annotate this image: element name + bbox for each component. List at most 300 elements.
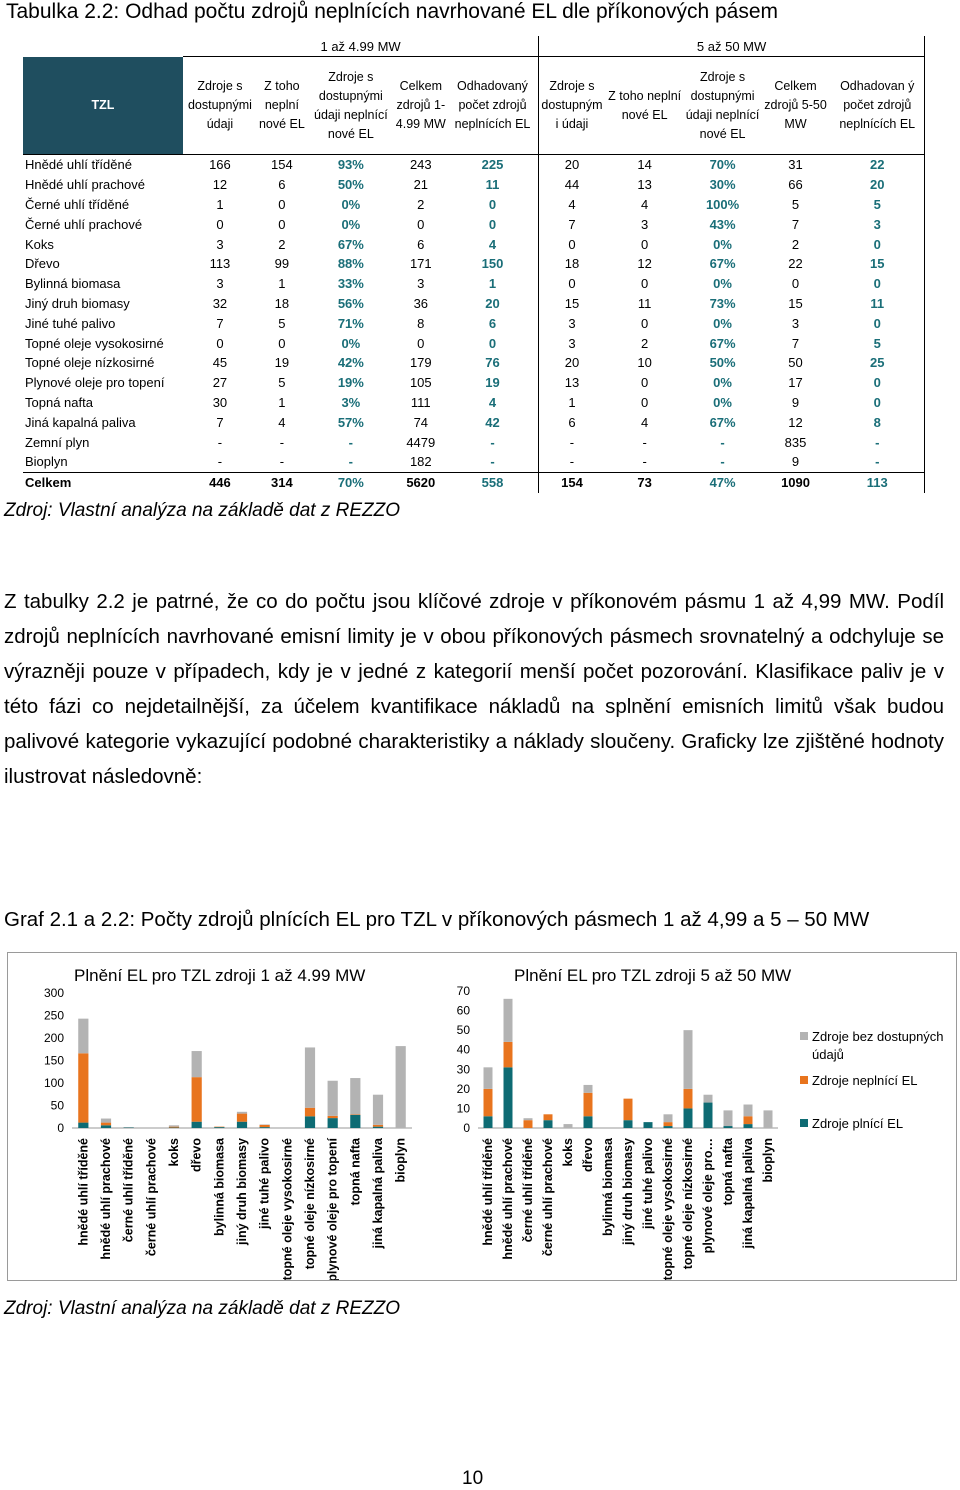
row-label: Černé uhlí prachové — [25, 216, 143, 232]
bar-segment — [644, 1122, 653, 1128]
row-label: Jiné tuhé palivo — [25, 315, 116, 331]
total-cell: 47% — [685, 472, 761, 492]
table-cell: 11 — [447, 175, 539, 195]
column-header: Odhadovaný počet zdrojů neplnících EL — [447, 57, 539, 155]
column-header: Z toho neplní nové EL — [608, 88, 682, 122]
category-label: hnědé uhlí tříděné — [481, 1138, 495, 1246]
bar-segment — [504, 999, 513, 1042]
table-cell: 42 — [447, 412, 539, 432]
bar-segment — [328, 1116, 338, 1118]
bar-segment — [704, 1103, 713, 1128]
table-cell: - — [447, 432, 539, 452]
table-cell: - — [642, 454, 647, 470]
category-label: hnědé uhlí tříděné — [76, 1138, 91, 1246]
table-cell: 10 — [637, 355, 652, 371]
bar-segment — [237, 1112, 247, 1114]
bar-segment — [624, 1099, 633, 1121]
table-cell: 2 — [641, 335, 649, 351]
bar-segment — [744, 1105, 753, 1117]
bar-segment — [684, 1030, 693, 1089]
table-cell: 44 — [564, 177, 580, 193]
table-row — [23, 214, 925, 234]
bar-segment — [664, 1114, 673, 1122]
table-cell: 179 — [409, 355, 432, 371]
table-cell: 0 — [830, 373, 924, 393]
table-cell: 7 — [568, 216, 576, 232]
category-label: topná nafta — [348, 1138, 363, 1206]
table-cell: 30% — [709, 177, 736, 193]
row-label: Černé uhlí tříděné — [25, 196, 130, 212]
table-cell: 1 — [216, 196, 224, 212]
table-cell: 0 — [791, 276, 800, 292]
bar-segment — [524, 1118, 533, 1120]
table-caption: Tabulka 2.2: Odhad počtu zdrojů neplnících navrhované EL dle příkonových pásem — [6, 0, 779, 23]
table-cell: 50% — [337, 177, 364, 193]
table-cell: - — [348, 454, 354, 470]
table-cell: 74 — [413, 414, 429, 430]
table-cell: 150 — [447, 254, 539, 274]
category-label: jiný druh biomasy — [235, 1138, 249, 1245]
chart-title: Plnění EL pro TZL zdroji 1 až 4.99 MW — [74, 966, 366, 985]
table-cell: - — [279, 434, 285, 450]
bar-segment — [744, 1124, 753, 1128]
bar-segment — [192, 1051, 202, 1077]
table-cell: 8 — [417, 315, 425, 331]
table-cell: 0 — [641, 315, 649, 331]
table-cell: 7 — [791, 335, 800, 351]
column-header: Odhadovan ý počet zdrojů neplnících EL — [830, 57, 924, 155]
table-cell: 66 — [788, 177, 803, 193]
table-cell: 8 — [830, 412, 924, 432]
table-cell: 13 — [637, 177, 652, 193]
category-label: jiná kapalná paliva — [371, 1138, 385, 1249]
chart-title: Plnění EL pro TZL zdroji 5 až 50 MW — [514, 966, 792, 985]
row-label: Plynové oleje pro topení — [25, 375, 165, 391]
table-cell: 154 — [257, 155, 307, 175]
table-cell: 12 — [637, 256, 652, 272]
table-row — [23, 373, 925, 393]
bar-segment — [484, 1116, 493, 1128]
table-cell: 31 — [761, 155, 831, 175]
table-cell: 3 — [830, 214, 924, 234]
table-cell: 43% — [709, 216, 736, 232]
table-cell: 3 — [568, 315, 576, 331]
table-cell: 0 — [641, 276, 649, 292]
table-cell: 7 — [216, 414, 224, 430]
table-cell: 3 — [216, 236, 224, 252]
y-tick-label: 30 — [456, 1062, 470, 1077]
table-cell: 21 — [413, 177, 429, 193]
bar-segment — [192, 1122, 202, 1128]
category-label: plynové oleje pro topení — [325, 1138, 340, 1280]
bar-segment — [624, 1120, 633, 1128]
table-row — [23, 432, 925, 452]
legend-label: Zdroje neplnící EL — [812, 1073, 918, 1088]
charts-container — [7, 952, 957, 1281]
table-cell: 67% — [709, 256, 736, 272]
category-label: plynové oleje pro… — [701, 1138, 715, 1254]
category-label: bioplyn — [393, 1138, 408, 1183]
bar-segment — [237, 1122, 247, 1128]
table-cell: 5 — [278, 315, 286, 331]
table-cell: 19 — [274, 355, 290, 371]
y-tick-label: 60 — [456, 1003, 470, 1018]
table-cell: 30 — [212, 394, 228, 410]
bar-segment — [305, 1047, 315, 1107]
table-cell: 1 — [278, 276, 286, 292]
bar-segment — [214, 1127, 224, 1128]
category-label: jiné tuhé palivo — [257, 1138, 272, 1229]
bar-segment — [544, 1120, 553, 1128]
category-label: bylinná biomasa — [212, 1138, 227, 1236]
y-tick-label: 70 — [456, 984, 470, 998]
bar-segment — [584, 1116, 593, 1128]
table-cell: 105 — [409, 375, 432, 391]
table-cell: - — [642, 434, 647, 450]
table-row — [23, 234, 925, 254]
bar-segment — [350, 1078, 360, 1114]
table-row — [23, 412, 925, 432]
category-label: jiná kapalná paliva — [741, 1138, 755, 1249]
category-label: hnědé uhlí prachové — [501, 1138, 515, 1260]
table-cell: 7 — [216, 315, 224, 331]
category-label: černé uhlí prachové — [144, 1138, 159, 1257]
table-cell: 20 — [564, 355, 580, 371]
bar-segment — [504, 1042, 513, 1067]
y-tick-label: 40 — [456, 1042, 470, 1057]
total-cell: 446 — [183, 472, 257, 492]
column-header: Z toho neplní nové EL — [258, 79, 305, 131]
source-note: Zdroj: Vlastní analýza na základě dat z REZZO — [4, 500, 401, 521]
category-label: koks — [561, 1138, 575, 1167]
table-cell: 50% — [709, 355, 736, 371]
table-cell: 93% — [307, 155, 395, 175]
table-cell: 0% — [713, 315, 732, 331]
table-cell: 4 — [641, 414, 649, 430]
row-label: Topná nafta — [25, 394, 93, 410]
legend-swatch — [800, 1076, 808, 1084]
bar-segment — [724, 1110, 733, 1126]
y-tick-label: 300 — [43, 986, 64, 1000]
table-cell: 0 — [447, 195, 539, 215]
table-cell: 0 — [830, 274, 924, 294]
table-cell: 32 — [212, 295, 228, 311]
table-row — [23, 155, 925, 175]
table-cell: 71% — [337, 315, 364, 331]
bar-segment — [373, 1095, 383, 1125]
table-cell: 12 — [788, 414, 803, 430]
bar-segment — [260, 1125, 270, 1127]
table-cell: 6 — [278, 177, 286, 193]
category-label: koks — [167, 1138, 181, 1167]
bar-segment — [101, 1123, 111, 1126]
table-cell: 166 — [183, 155, 257, 175]
table-cell: 11 — [830, 294, 924, 314]
total-cell: 154 — [539, 472, 605, 492]
column-header: Celkem zdrojů 1-4.99 MW — [395, 79, 446, 131]
bar-segment — [664, 1126, 673, 1128]
table-cell: 225 — [447, 155, 539, 175]
table-cell: 20 — [447, 294, 539, 314]
table-cell: 4479 — [406, 434, 436, 450]
table-cell: 76 — [447, 353, 539, 373]
table-row — [23, 175, 925, 195]
table-cell: 15 — [564, 295, 580, 311]
bar-segment — [78, 1019, 88, 1054]
table-cell: 6 — [417, 236, 425, 252]
table-cell: 0 — [830, 313, 924, 333]
row-label: Bylinná biomasa — [25, 276, 121, 292]
bar-segment — [305, 1108, 315, 1117]
table-cell: 4 — [568, 196, 576, 212]
bar-segment — [237, 1114, 247, 1122]
table-cell: - — [830, 452, 924, 472]
row-label: Dřevo — [25, 256, 60, 272]
table-cell: 0 — [278, 216, 286, 232]
category-label: topné oleje nízkosirné — [303, 1138, 317, 1270]
table-cell: 6 — [568, 414, 576, 430]
table-cell: 99 — [274, 256, 290, 272]
table-cell: 57% — [337, 414, 364, 430]
table-cell: 42% — [337, 355, 364, 371]
table-cell: - — [569, 434, 575, 450]
bar-segment — [484, 1067, 493, 1089]
bar-segment — [484, 1089, 493, 1116]
table-cell: 45 — [212, 355, 228, 371]
table-cell: 0 — [447, 214, 539, 234]
table-cell: 0 — [278, 196, 286, 212]
table-cell: 3 — [216, 276, 224, 292]
total-row — [23, 472, 925, 492]
bar-segment — [373, 1125, 383, 1127]
total-cell: 70% — [307, 472, 395, 492]
table-cell: 11 — [637, 295, 652, 311]
table-cell: 67% — [709, 414, 736, 430]
table-cell: 0 — [641, 236, 649, 252]
row-label: Zemní plyn — [25, 434, 90, 450]
total-label: Celkem — [23, 472, 183, 492]
row-label: Hnědé uhlí prachové — [25, 177, 145, 193]
tzl-header: TZL — [23, 57, 183, 155]
table-cell: 0 — [568, 236, 576, 252]
table-cell: 22 — [830, 155, 924, 175]
table-cell: 113 — [209, 256, 231, 272]
table-cell: 0 — [417, 216, 425, 232]
table-cell: 0 — [417, 335, 425, 351]
category-label: bioplyn — [761, 1138, 775, 1183]
table-cell: 835 — [784, 434, 807, 450]
table-cell: 3 — [641, 216, 649, 232]
bar-segment — [524, 1120, 533, 1128]
category-label: černé uhlí tříděné — [121, 1138, 136, 1243]
table-cell: - — [830, 432, 924, 452]
row-label: Jiný druh biomasy — [25, 295, 130, 311]
group-header-1: 1 až 4.99 MW — [183, 36, 539, 57]
table-row — [23, 294, 925, 314]
category-label: dřevo — [581, 1138, 595, 1173]
bar-segment — [724, 1126, 733, 1128]
table-cell: 56% — [337, 295, 364, 311]
column-header: Zdroje s dostupnými údaji neplnící nové EL — [685, 69, 760, 141]
total-cell: 113 — [830, 472, 924, 492]
data-table — [23, 36, 925, 493]
table-cell: 9 — [791, 454, 800, 470]
table-cell: 3 — [568, 335, 576, 351]
category-label: jiné tuhé palivo — [641, 1138, 655, 1229]
bar-segment — [544, 1114, 553, 1120]
bar-segment — [169, 1125, 179, 1126]
table-cell: 1 — [447, 274, 539, 294]
y-tick-label: 250 — [43, 1008, 64, 1023]
bar-segment — [373, 1127, 383, 1128]
bar-segment — [350, 1115, 360, 1128]
table-cell: 6 — [447, 313, 539, 333]
table-cell: 20 — [539, 155, 605, 175]
row-label: Hnědé uhlí tříděné — [23, 155, 183, 175]
bar-segment — [584, 1085, 593, 1093]
table-cell: 0 — [278, 335, 286, 351]
total-cell: 1090 — [761, 472, 831, 492]
table-cell: 15 — [830, 254, 924, 274]
table-cell: 73% — [709, 295, 736, 311]
table-cell: 1 — [278, 394, 286, 410]
table-cell: 5 — [791, 196, 800, 212]
table-row — [23, 274, 925, 294]
table-cell: - — [217, 454, 223, 470]
table-cell: 19 — [447, 373, 539, 393]
charts-svg — [8, 953, 956, 1280]
table-cell: 2 — [278, 236, 286, 252]
table-cell: 25 — [830, 353, 924, 373]
table-row — [23, 353, 925, 373]
table-cell: 20 — [830, 175, 924, 195]
bar-segment — [504, 1067, 513, 1128]
row-label: Koks — [25, 236, 54, 252]
table-cell: 5 — [278, 375, 286, 391]
table-cell: 33% — [337, 276, 364, 292]
bar-segment — [684, 1108, 693, 1128]
table-cell: - — [279, 454, 285, 470]
bar-segment — [78, 1053, 88, 1122]
table-cell: 36 — [413, 295, 429, 311]
table-cell: 0% — [713, 394, 732, 410]
table-cell: 67% — [709, 335, 736, 351]
table-cell: 88% — [337, 256, 364, 272]
table-cell: 4 — [641, 196, 649, 212]
table-cell: 15 — [788, 295, 803, 311]
table-cell: - — [447, 452, 539, 472]
bar-segment — [328, 1118, 338, 1128]
table-cell: 3 — [791, 315, 800, 331]
column-header: Celkem zdrojů 5-50 MW — [764, 79, 827, 131]
table-cell: 3 — [417, 276, 425, 292]
table-cell: - — [720, 434, 725, 450]
table-cell: - — [720, 454, 725, 470]
table-cell: 14 — [605, 155, 685, 175]
table-cell: 0% — [713, 375, 732, 391]
table-cell: 0% — [341, 216, 361, 232]
table-cell: 9 — [791, 394, 800, 410]
table-cell: 5 — [830, 333, 924, 353]
table-cell: 50 — [788, 355, 803, 371]
table-cell: 0% — [713, 276, 732, 292]
bar-segment — [704, 1095, 713, 1103]
category-label: černé uhlí tříděné — [521, 1138, 535, 1243]
table-cell: 171 — [409, 256, 432, 272]
y-tick-label: 150 — [43, 1053, 64, 1068]
table-cell: 0 — [830, 234, 924, 254]
table-cell: 5 — [830, 195, 924, 215]
table-cell: 27 — [212, 375, 228, 391]
bar-segment — [101, 1119, 111, 1123]
y-tick-label: 0 — [57, 1121, 64, 1135]
graph-caption: Graf 2.1 a 2.2: Počty zdrojů plnících EL pro TZL v příkonových pásmech 1 až 4,99 a 5 – 50 MW — [4, 908, 870, 931]
source-note-2: Zdroj: Vlastní analýza na základě dat z REZZO — [4, 1298, 401, 1319]
row-label: Topné oleje nízkosirné — [25, 355, 155, 371]
bar-segment — [744, 1116, 753, 1124]
table-cell: 2 — [417, 196, 425, 212]
table-row — [23, 452, 925, 472]
legend-swatch — [800, 1032, 808, 1040]
table-cell: 0 — [830, 393, 924, 413]
page-number: 10 — [462, 1468, 484, 1489]
legend-label: Zdroje bez dostupných — [812, 1029, 944, 1044]
category-label: jiný druh biomasy — [621, 1138, 635, 1245]
row-label: Bioplyn — [25, 454, 68, 470]
bar-segment — [664, 1122, 673, 1126]
table-cell: 7 — [791, 216, 800, 232]
y-tick-label: 50 — [456, 1023, 470, 1038]
category-label: hnědé uhlí prachové — [99, 1138, 113, 1260]
total-cell: 5620 — [395, 472, 447, 492]
column-header: Zdroje s dostupným i údaji — [541, 79, 603, 131]
category-label: topné oleje vysokosirné — [280, 1138, 295, 1280]
category-label: černé uhlí prachové — [541, 1138, 555, 1257]
table-row — [23, 313, 925, 333]
total-cell: 558 — [447, 472, 539, 492]
table-row — [23, 393, 925, 413]
total-cell: 73 — [605, 472, 685, 492]
y-tick-label: 100 — [43, 1076, 64, 1090]
table-row — [23, 254, 925, 274]
table-cell: 2 — [791, 236, 800, 252]
legend-label: Zdroje plnící EL — [812, 1116, 904, 1131]
table-cell: - — [569, 454, 575, 470]
table-cell: 111 — [410, 394, 431, 410]
table-cell: 13 — [564, 375, 580, 391]
table-cell: 0 — [447, 333, 539, 353]
table-cell: 4 — [447, 234, 539, 254]
table-cell: 22 — [788, 256, 803, 272]
bar-segment — [101, 1125, 111, 1128]
legend-label-cont: údajů — [812, 1047, 844, 1062]
row-label: Topné oleje vysokosirné — [25, 335, 164, 351]
bar-segment — [260, 1127, 270, 1128]
bar-segment — [684, 1089, 693, 1109]
table-cell: 70% — [685, 155, 761, 175]
column-header: Zdroje s dostupnými údaji neplnící nové EL — [314, 69, 388, 141]
table-cell: 0 — [216, 216, 224, 232]
category-label: dřevo — [189, 1138, 204, 1173]
category-label: bylinná biomasa — [601, 1138, 615, 1236]
table-cell: 0 — [216, 335, 224, 351]
y-tick-label: 200 — [43, 1031, 64, 1045]
y-tick-label: 10 — [456, 1101, 470, 1116]
bar-segment — [192, 1077, 202, 1122]
table-cell: 19% — [337, 375, 364, 391]
table-cell: 0 — [641, 394, 649, 410]
bar-segment — [169, 1127, 179, 1128]
